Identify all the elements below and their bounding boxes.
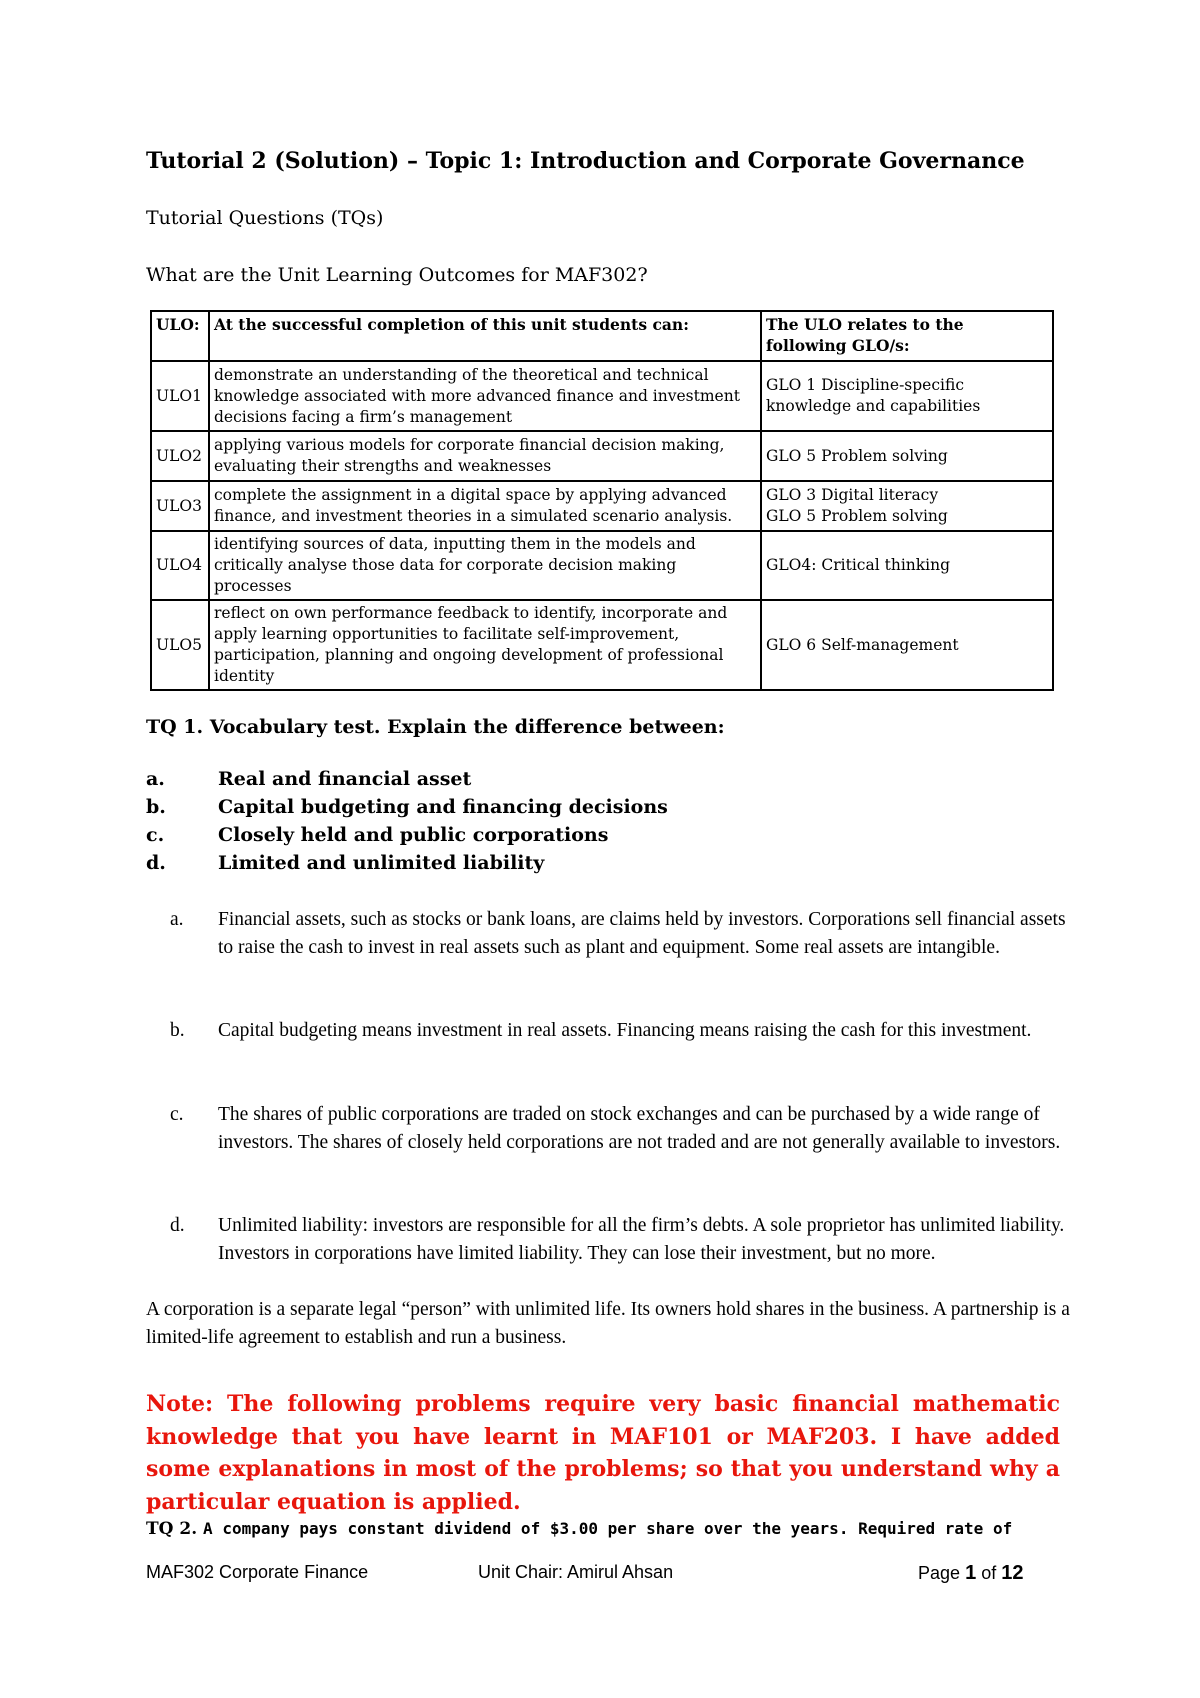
- list-item: [146, 796, 668, 824]
- ulo-outcome: complete the assignment in a digital space by applying advanced finance, and investment theories in a simulated scenario analysis.: [209, 481, 761, 531]
- term-text: Capital budgeting and financing decisions: [218, 796, 668, 818]
- ulo-question: What are the Unit Learning Outcomes for MAF302?: [146, 264, 648, 286]
- answer-text: The shares of public corporations are traded on stock exchanges and can be purchased by a wide range of investors. The shares of closely held corporations are not traded and are not generally available to investors.: [218, 1104, 1061, 1153]
- page-title: Tutorial 2 (Solution) – Topic 1: Introduction and Corporate Governance: [146, 148, 1025, 174]
- note-text: Note: The following problems require very basic financial mathematic knowledge that you have learnt in MAF101 or MAF203. I have added some explanations in most of the problems; so that you understand why a particular equation is applied.: [146, 1391, 1060, 1515]
- table-row: [151, 600, 1053, 690]
- term-text: Limited and unlimited liability: [218, 852, 545, 874]
- ulo-outcome: demonstrate an understanding of the theoretical and technical knowledge associated with more advanced finance and investment decisions facing a firm’s management: [209, 361, 761, 431]
- answer-a: [170, 906, 1070, 962]
- term-label: b.: [146, 796, 166, 818]
- table-row: [151, 481, 1053, 531]
- page-total: 12: [1001, 1562, 1024, 1584]
- ulo-outcome: identifying sources of data, inputting them in the models and critically analyse those data for corporate decision making processes: [209, 531, 761, 600]
- corporation-paragraph: A corporation is a separate legal “person” with unlimited life. Its owners hold shares in the business. A partnership is a limited-life agreement to establish and run a business.: [146, 1299, 1070, 1348]
- list-item: [146, 824, 668, 852]
- ulo-code: ULO1: [151, 361, 209, 431]
- table-row: [151, 431, 1053, 481]
- tq2-label: TQ 2.: [146, 1519, 198, 1539]
- header-cell-ulo: ULO:: [151, 311, 209, 361]
- ulo-glo: GLO 3 Digital literacy GLO 5 Problem solving: [761, 481, 1053, 531]
- ulo-code: ULO3: [151, 481, 209, 531]
- ulo-code: ULO4: [151, 531, 209, 600]
- answer-label: a.: [170, 909, 184, 930]
- section-subtitle: Tutorial Questions (TQs): [146, 207, 384, 229]
- ulo-glo: GLO 6 Self-management: [761, 600, 1053, 690]
- ulo-table: [150, 310, 1054, 691]
- list-item: [146, 852, 668, 880]
- page-current: 1: [965, 1562, 977, 1584]
- ulo-glo: GLO 5 Problem solving: [761, 431, 1053, 481]
- ulo-outcome: applying various models for corporate financial decision making, evaluating their strengths and weaknesses: [209, 431, 761, 481]
- term-label: c.: [146, 824, 165, 846]
- term-text: Real and financial asset: [218, 768, 472, 790]
- term-label: a.: [146, 768, 165, 790]
- answer-b: [170, 1017, 1070, 1045]
- answer-c: [170, 1101, 1070, 1157]
- ulo-code: ULO2: [151, 431, 209, 481]
- answer-text: Capital budgeting means investment in real assets. Financing means raising the cash for this investment.: [218, 1020, 1032, 1041]
- tq2-question: [146, 1519, 1060, 1539]
- header-cell-outcome: At the successful completion of this unit students can:: [209, 311, 761, 361]
- answer-label: d.: [170, 1215, 185, 1236]
- footer-unit-chair: Unit Chair: Amirul Ahsan: [478, 1562, 674, 1582]
- footer-course: MAF302 Corporate Finance: [146, 1562, 369, 1582]
- list-item: [146, 768, 668, 796]
- answer-label: c.: [170, 1104, 184, 1125]
- page-word: Page: [918, 1563, 961, 1583]
- ulo-glo: GLO4: Critical thinking: [761, 531, 1053, 600]
- answer-d: [170, 1212, 1070, 1268]
- answer-text: Financial assets, such as stocks or bank loans, are claims held by investors. Corporations sell financial assets to raise the cash to invest in real assets such as plant and equipment. Some real assets are intangible.: [218, 909, 1066, 958]
- tq1-term-list: [146, 768, 668, 880]
- table-row: [151, 361, 1053, 431]
- table-header-row: [151, 311, 1053, 361]
- answer-text: Unlimited liability: investors are responsible for all the firm’s debts. A sole proprietor has unlimited liability. Investors in corporations have limited liability. They can lose their investment, but no more.: [218, 1215, 1065, 1264]
- ulo-outcome: reflect on own performance feedback to identify, incorporate and apply learning opportunities to facilitate self-improvement, participation, planning and ongoing development of professional identity: [209, 600, 761, 690]
- of-word: of: [981, 1563, 997, 1583]
- term-text: Closely held and public corporations: [218, 824, 609, 846]
- table-row: [151, 531, 1053, 600]
- ulo-code: ULO5: [151, 600, 209, 690]
- tq1-heading: TQ 1. Vocabulary test. Explain the difference between:: [146, 716, 725, 738]
- ulo-glo: GLO 1 Discipline-specific knowledge and capabilities: [761, 361, 1053, 431]
- header-cell-glo: The ULO relates to the following GLO/s:: [761, 311, 1053, 361]
- term-label: d.: [146, 852, 166, 874]
- answer-label: b.: [170, 1020, 185, 1041]
- footer-page-number: [918, 1562, 1023, 1585]
- tq2-text: A company pays constant dividend of $3.00 per share over the years. Required rate of: [203, 1519, 1013, 1538]
